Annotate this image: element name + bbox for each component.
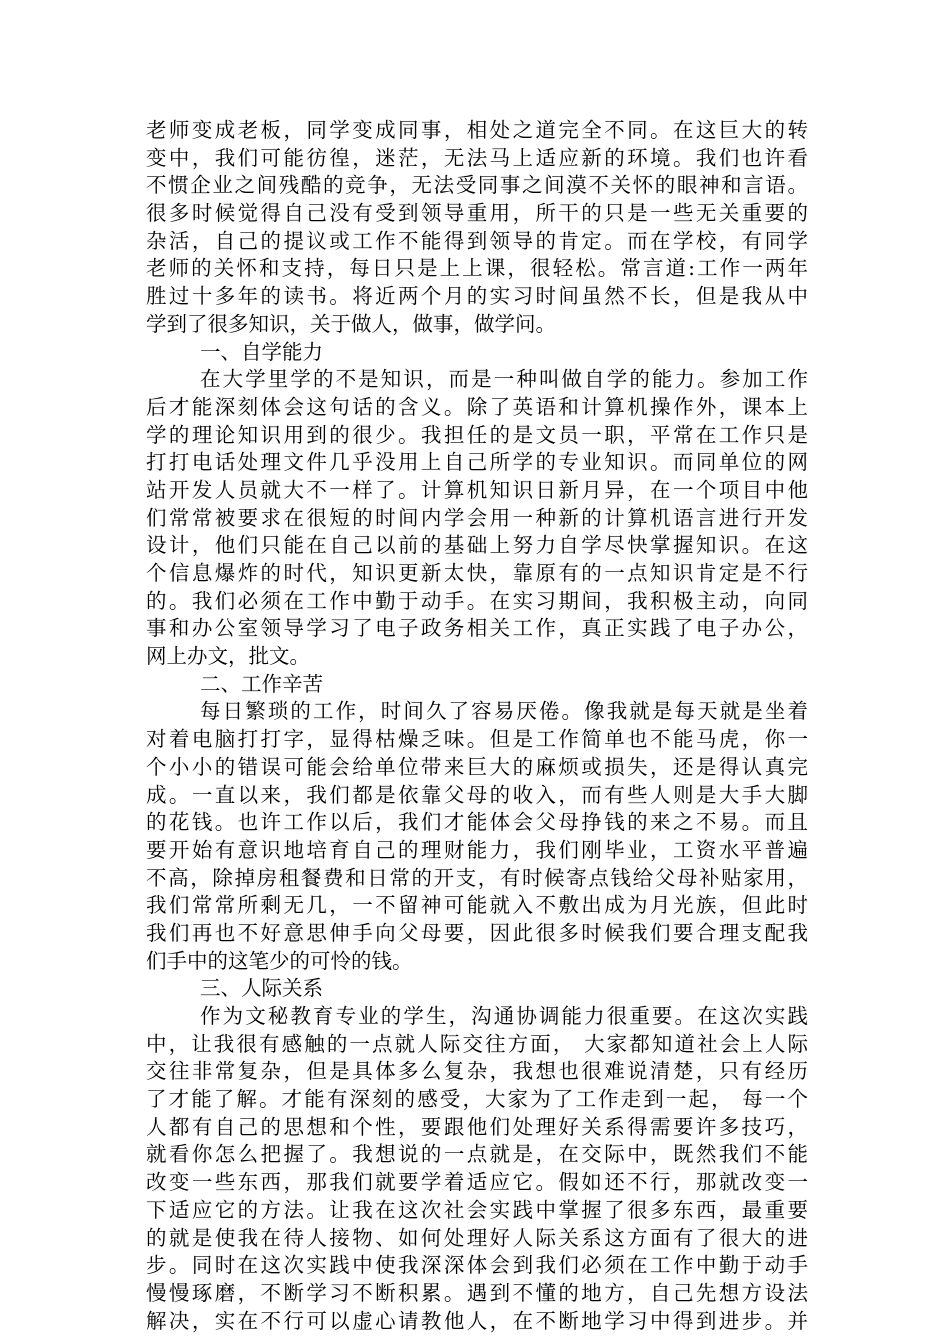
text-line: 的就是使我在待人接物、如何处理好人际关系这方面有了很大的进 xyxy=(146,1225,808,1250)
text-line: 步。同时在这次实践中使我深深体会到我们必须在工作中勤于动手 xyxy=(146,1253,808,1278)
text-line: 在大学里学的不是知识，而是一种叫做自学的能力。参加工作 xyxy=(200,367,808,392)
text-line: 个信息爆炸的时代，知识更新太快，靠原有的一点知识肯定是不行 xyxy=(146,561,808,585)
text-line: 的。我们必须在工作中勤于动手。在实习期间，我积极主动，向同 xyxy=(146,588,808,613)
text-line: 个小小的错误可能会给单位带来巨大的麻烦或损失，还是得认真完 xyxy=(146,754,808,779)
text-line: 们常常被要求在很短的时间内学会用一种新的计算机语言进行开发 xyxy=(146,505,808,530)
text-line: 成。一直以来，我们都是依靠父母的收入，而有些人则是大手大脚 xyxy=(146,782,808,807)
text-line: 杂活，自己的提议或工作不能得到领导的肯定。而在学校，有同学 xyxy=(146,228,808,253)
text-line: 学的理论知识用到的很少。我担任的是文员一职，平常在工作只是 xyxy=(146,422,808,447)
text-line: 人都有自己的思想和个性，要跟他们处理好关系得需要许多技巧， xyxy=(146,1114,808,1139)
text-line: 了才能了解。才能有深刻的感受，大家为了工作走到一起， 每一个 xyxy=(146,1087,808,1112)
text-line: 慢慢琢磨，不断学习不断积累。遇到不懂的地方，自己先想方设法 xyxy=(146,1280,808,1305)
text-line: 很多时候觉得自己没有受到领导重用，所干的只是一些无关重要的 xyxy=(146,201,808,226)
text-line: 就看你怎么把握了。我想说的一点就是，在交际中，既然我们不能 xyxy=(146,1142,808,1167)
section-heading: 一、自学能力 xyxy=(200,339,323,364)
text-line: 站开发人员就大不一样了。计算机知识日新月异，在一个项目中他 xyxy=(146,477,808,502)
text-line: 对着电脑打打字，显得枯燥乏味。但是工作简单也不能马虎，你一 xyxy=(146,727,808,752)
document-page xyxy=(146,117,808,1335)
text-line: 中，让我很有感触的一点就人际交往方面， 大家都知道社会上人际 xyxy=(146,1031,808,1056)
text-line: 学到了很多知识，关于做人，做事，做学问。 xyxy=(146,311,556,336)
text-line: 胜过十多年的读书。将近两个月的实习时间虽然不长，但是我从中 xyxy=(146,284,808,309)
text-line: 每日繁琐的工作，时间久了容易厌倦。像我就是每天就是坐着 xyxy=(200,699,808,724)
text-line: 下适应它的方法。让我在这次社会实践中掌握了很多东西，最重要 xyxy=(146,1197,808,1222)
text-line: 不高，除掉房租餐费和日常的开支，有时候寄点钱给父母补贴家用， xyxy=(146,865,808,890)
section-heading: 三、人际关系 xyxy=(200,976,323,1001)
text-line: 改变一些东西，那我们就要学着适应它。假如还不行，那就改变一 xyxy=(146,1170,808,1195)
text-line: 作为文秘教育专业的学生，沟通协调能力很重要。在这次实践 xyxy=(200,1004,808,1028)
section-heading: 二、工作辛苦 xyxy=(200,671,323,696)
text-line: 不惯企业之间残酷的竞争，无法受同事之间漠不关怀的眼神和言语。 xyxy=(146,173,808,198)
text-line: 我们再也不好意思伸手向父母要，因此很多时候我们要合理支配我 xyxy=(146,920,808,945)
text-line: 解决，实在不行可以虚心请教他人，在不断地学习中得到进步。并 xyxy=(146,1308,808,1333)
text-line: 老师变成老板，同学变成同事，相处之道完全不同。在这巨大的转 xyxy=(146,118,808,142)
text-line: 的花钱。也许工作以后，我们才能体会父母挣钱的来之不易。而且 xyxy=(146,810,808,835)
text-line: 们手中的这笔少的可怜的钱。 xyxy=(146,948,413,973)
text-line: 我们常常所剩无几，一不留神可能就入不敷出成为月光族，但此时 xyxy=(146,893,808,918)
text-line: 设计，他们只能在自己以前的基础上努力自学尽快掌握知识。在这 xyxy=(146,533,808,558)
text-line: 打打电话处理文件几乎没用上自己所学的专业知识。而同单位的网 xyxy=(146,450,808,475)
text-line: 变中，我们可能彷徨，迷茫，无法马上适应新的环境。我们也许看 xyxy=(146,145,808,170)
text-line: 老师的关怀和支持，每日只是上上课，很轻松。常言道:工作一两年 xyxy=(146,256,808,281)
text-line: 后才能深刻体会这句话的含义。除了英语和计算机操作外，课本上 xyxy=(146,394,808,419)
text-line: 要开始有意识地培育自己的理财能力，我们刚毕业，工资水平普遍 xyxy=(146,837,808,862)
text-line: 事和办公室领导学习了电子政务相关工作，真正实践了电子办公， xyxy=(146,616,808,641)
text-line: 网上办文，批文。 xyxy=(146,644,310,669)
text-line: 交往非常复杂，但是具体多么复杂，我想也很难说清楚，只有经历 xyxy=(146,1059,808,1084)
